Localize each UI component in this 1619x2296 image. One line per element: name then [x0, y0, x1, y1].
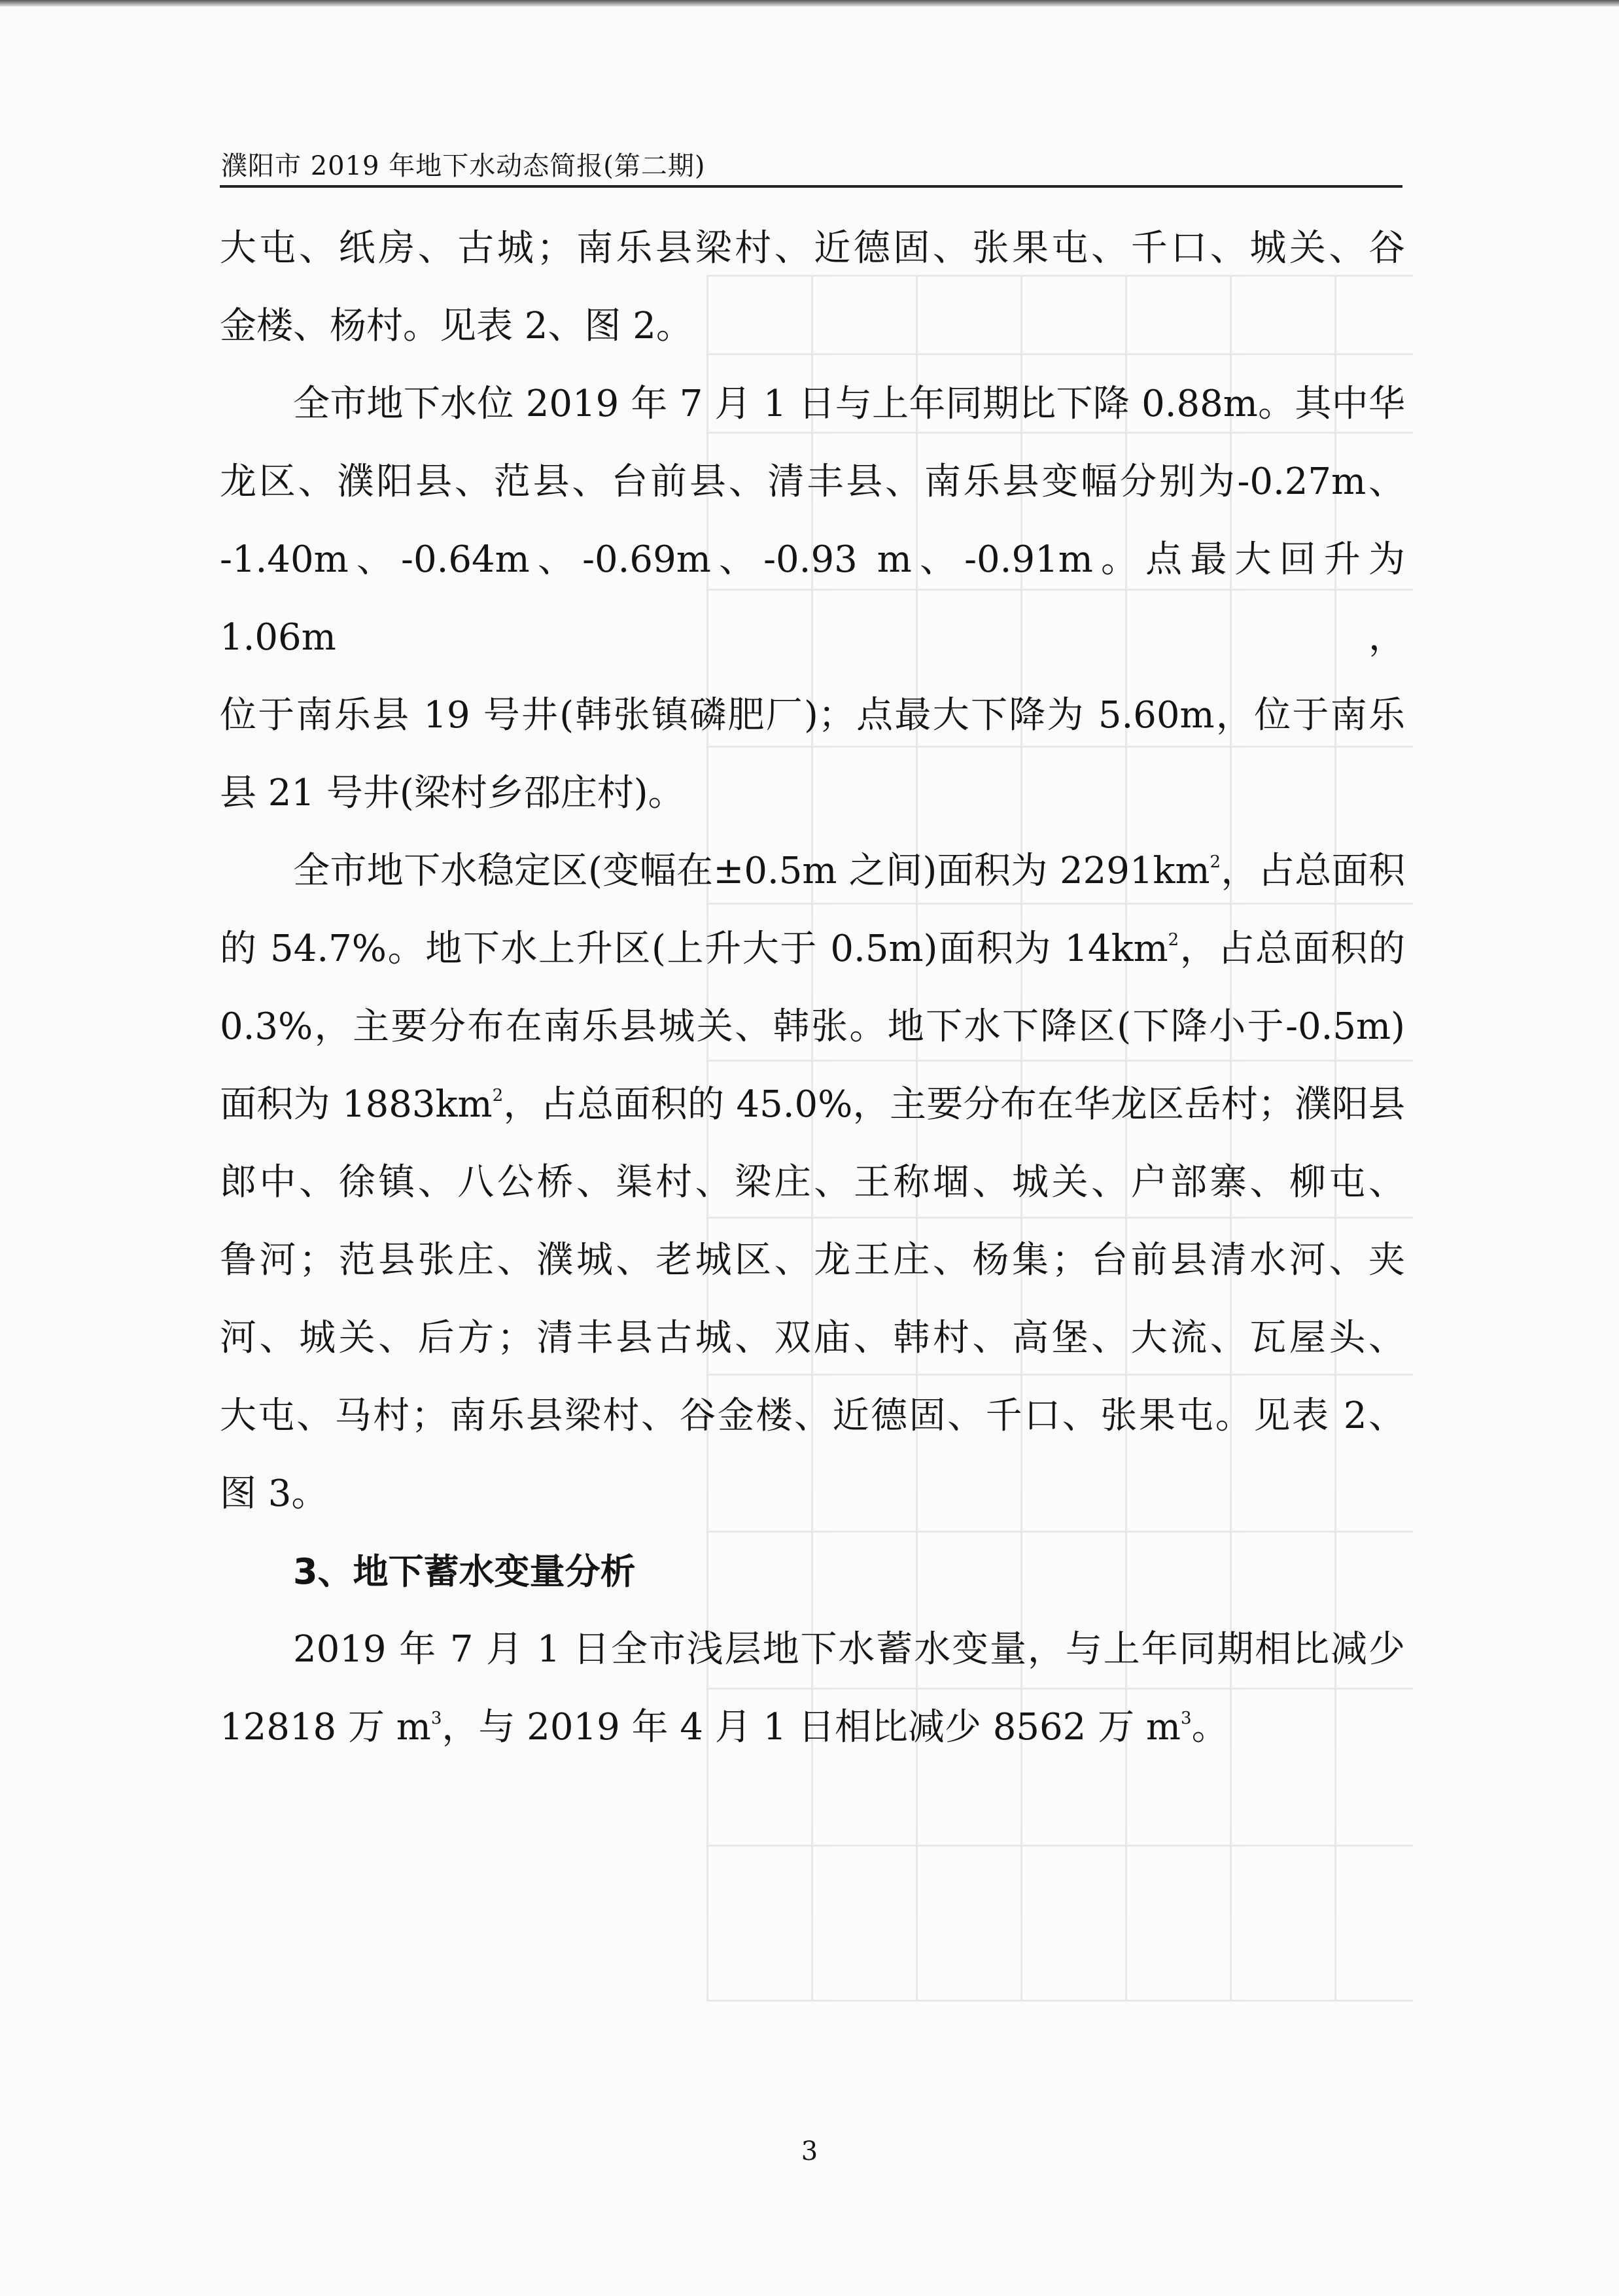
text-run: ，与 2019 年 4 月 1 日相比减少 8562 万 m — [442, 1706, 1181, 1748]
running-header: 濮阳市 2019 年地下水动态简报(第二期) — [221, 151, 706, 181]
paragraph-line: 龙区、濮阳县、范县、台前县、清丰县、南乐县变幅分别为-0.27m、 — [220, 461, 1405, 503]
paragraph-line — [220, 910, 1405, 988]
text-run: ，占总面积的 — [1179, 928, 1405, 970]
paragraph-line: 图 3。 — [220, 1472, 328, 1515]
text-run: ，占总面积的 45.0%，主要分布在华龙区岳村；濮阳县 — [503, 1083, 1406, 1126]
paragraph-line: 鲁河；范县张庄、濮城、老城区、龙王庄、杨集；台前县清水河、夹 — [220, 1239, 1405, 1281]
superscript: 3 — [1181, 1709, 1192, 1728]
paragraph-line: 县 21 号井(梁村乡邵庄村)。 — [220, 772, 685, 814]
paragraph-line: 郎中、徐镇、八公桥、渠村、梁庄、王称堌、城关、户部寨、柳屯、 — [220, 1161, 1405, 1204]
text-run: 全市地下水稳定区(变幅在±0.5m 之间)面积为 2291km — [293, 850, 1210, 892]
paragraph-line: 金楼、杨村。见表 2、图 2。 — [220, 305, 693, 347]
text-run: 。 — [1191, 1706, 1228, 1748]
section-heading: 3、地下蓄水变量分析 — [293, 1551, 636, 1592]
paragraph-line: 位于南乐县 19 号井(韩张镇磷肥厂)；点最大下降为 5.60m，位于南乐 — [220, 694, 1405, 737]
paragraph-line — [220, 1066, 1405, 1143]
page-number: 3 — [801, 2136, 818, 2166]
paragraph-line — [220, 832, 1405, 910]
text-run: ，占总面积 — [1221, 850, 1405, 892]
superscript: 3 — [430, 1709, 442, 1728]
superscript: 2 — [1210, 852, 1221, 872]
paragraph-line: 全市地下水位 2019 年 7 月 1 日与上年同期比下降 0.88m。其中华 — [293, 383, 1405, 425]
scan-edge-shadow — [0, 0, 1619, 7]
paragraph-line: 河、城关、后方；清丰县古城、双庙、韩村、高堡、大流、瓦屋头、 — [220, 1317, 1405, 1359]
text-run: 12818 万 m — [220, 1706, 431, 1748]
superscript: 2 — [1168, 930, 1179, 950]
text-run: 的 54.7%。地下水上升区(上升大于 0.5m)面积为 14km — [220, 928, 1168, 970]
paragraph-line: 2019 年 7 月 1 日全市浅层地下水蓄水变量，与上年同期相比减少 — [293, 1628, 1405, 1671]
superscript: 2 — [492, 1086, 504, 1105]
paragraph-line: 0.3%，主要分布在南乐县城关、韩张。地下水下降区(下降小于-0.5m) — [220, 1005, 1405, 1048]
text-run: 面积为 1883km — [220, 1083, 493, 1126]
document-body — [220, 209, 1405, 1766]
paragraph-line: 大屯、马村；南乐县梁村、谷金楼、近德固、千口、张果屯。见表 2、 — [220, 1395, 1405, 1437]
paragraph-line — [220, 1688, 1405, 1766]
paragraph-line: -1.40m、-0.64m、-0.69m、-0.93 m、-0.91m。点最大回升为 1.06m， — [220, 538, 1405, 659]
header-rule — [220, 185, 1402, 188]
paragraph-line: 大屯、纸房、古城；南乐县梁村、近德固、张果屯、千口、城关、谷 — [220, 227, 1405, 270]
